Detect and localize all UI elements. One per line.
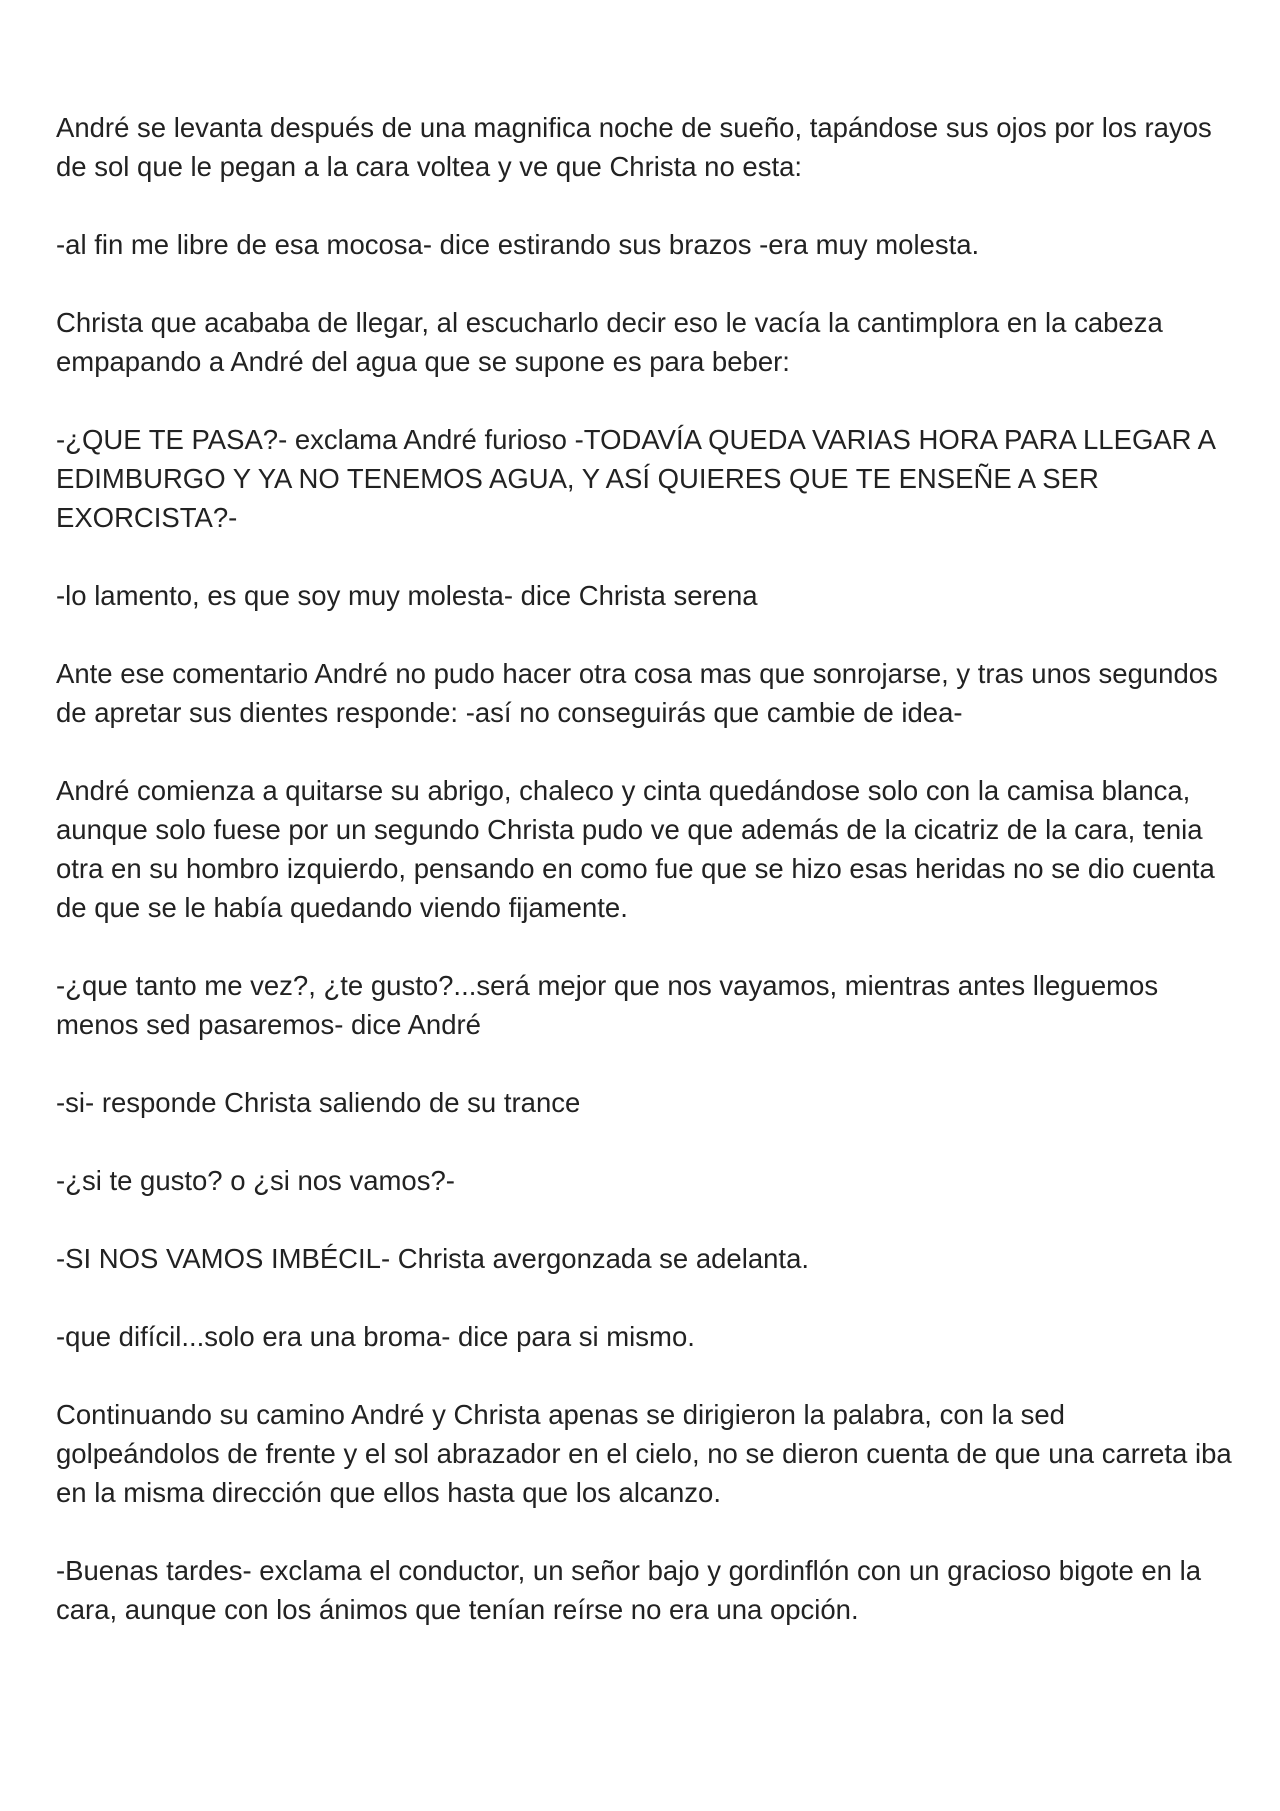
paragraph: -que difícil...solo era una broma- dice para si mismo. <box>56 1321 695 1352</box>
paragraph: Ante ese comentario André no pudo hacer otra cosa mas que sonrojarse, y tras unos segundos de apretar sus dientes responde: -así no conseguirás que cambie de idea- <box>56 658 1218 728</box>
paragraph: Continuando su camino André y Christa apenas se dirigieron la palabra, con la sed golpeándolos de frente y el sol abrazador en el cielo, no se dieron cuenta de que una carreta iba en la misma dirección que ellos hasta que los alcanzo. <box>56 1399 1232 1508</box>
paragraph: -si- responde Christa saliendo de su trance <box>56 1087 581 1118</box>
paragraph: -lo lamento, es que soy muy molesta- dice Christa serena <box>56 580 758 611</box>
paragraph: -¿que tanto me vez?, ¿te gusto?...será mejor que nos vayamos, mientras antes lleguemos menos sed pasaremos- dice André <box>56 970 1159 1040</box>
paragraph: Christa que acababa de llegar, al escucharlo decir eso le vacía la cantimplora en la cabeza empapando a André del agua que se supone es para beber: <box>56 307 1163 377</box>
document-page <box>56 108 1236 1668</box>
paragraph: -¿si te gusto? o ¿si nos vamos?- <box>56 1165 455 1196</box>
paragraph: André se levanta después de una magnifica noche de sueño, tapándose sus ojos por los rayos de sol que le pegan a la cara voltea y ve que Christa no esta: <box>56 112 1212 182</box>
paragraph: -Buenas tardes- exclama el conductor, un señor bajo y gordinflón con un gracioso bigote en la cara, aunque con los ánimos que tenían reírse no era una opción. <box>56 1555 1202 1625</box>
paragraph: André comienza a quitarse su abrigo, chaleco y cinta quedándose solo con la camisa blanca, aunque solo fuese por un segundo Christa pudo ve que además de la cicatriz de la cara, tenia otra en su hombro izquierdo, pensando en como fue que se hizo esas heridas no se dio cuenta de que se le había quedando viendo fijamente. <box>56 775 1215 923</box>
paragraph: -SI NOS VAMOS IMBÉCIL- Christa avergonzada se adelanta. <box>56 1243 810 1274</box>
paragraph: -al fin me libre de esa mocosa- dice estirando sus brazos -era muy molesta. <box>56 229 980 260</box>
paragraph: -¿QUE TE PASA?- exclama André furioso -TODAVÍA QUEDA VARIAS HORA PARA LLEGAR A EDIMBURGO Y YA NO TENEMOS AGUA, Y ASÍ QUIERES QUE TE ENSEÑE A SER EXORCISTA?- <box>56 424 1215 533</box>
